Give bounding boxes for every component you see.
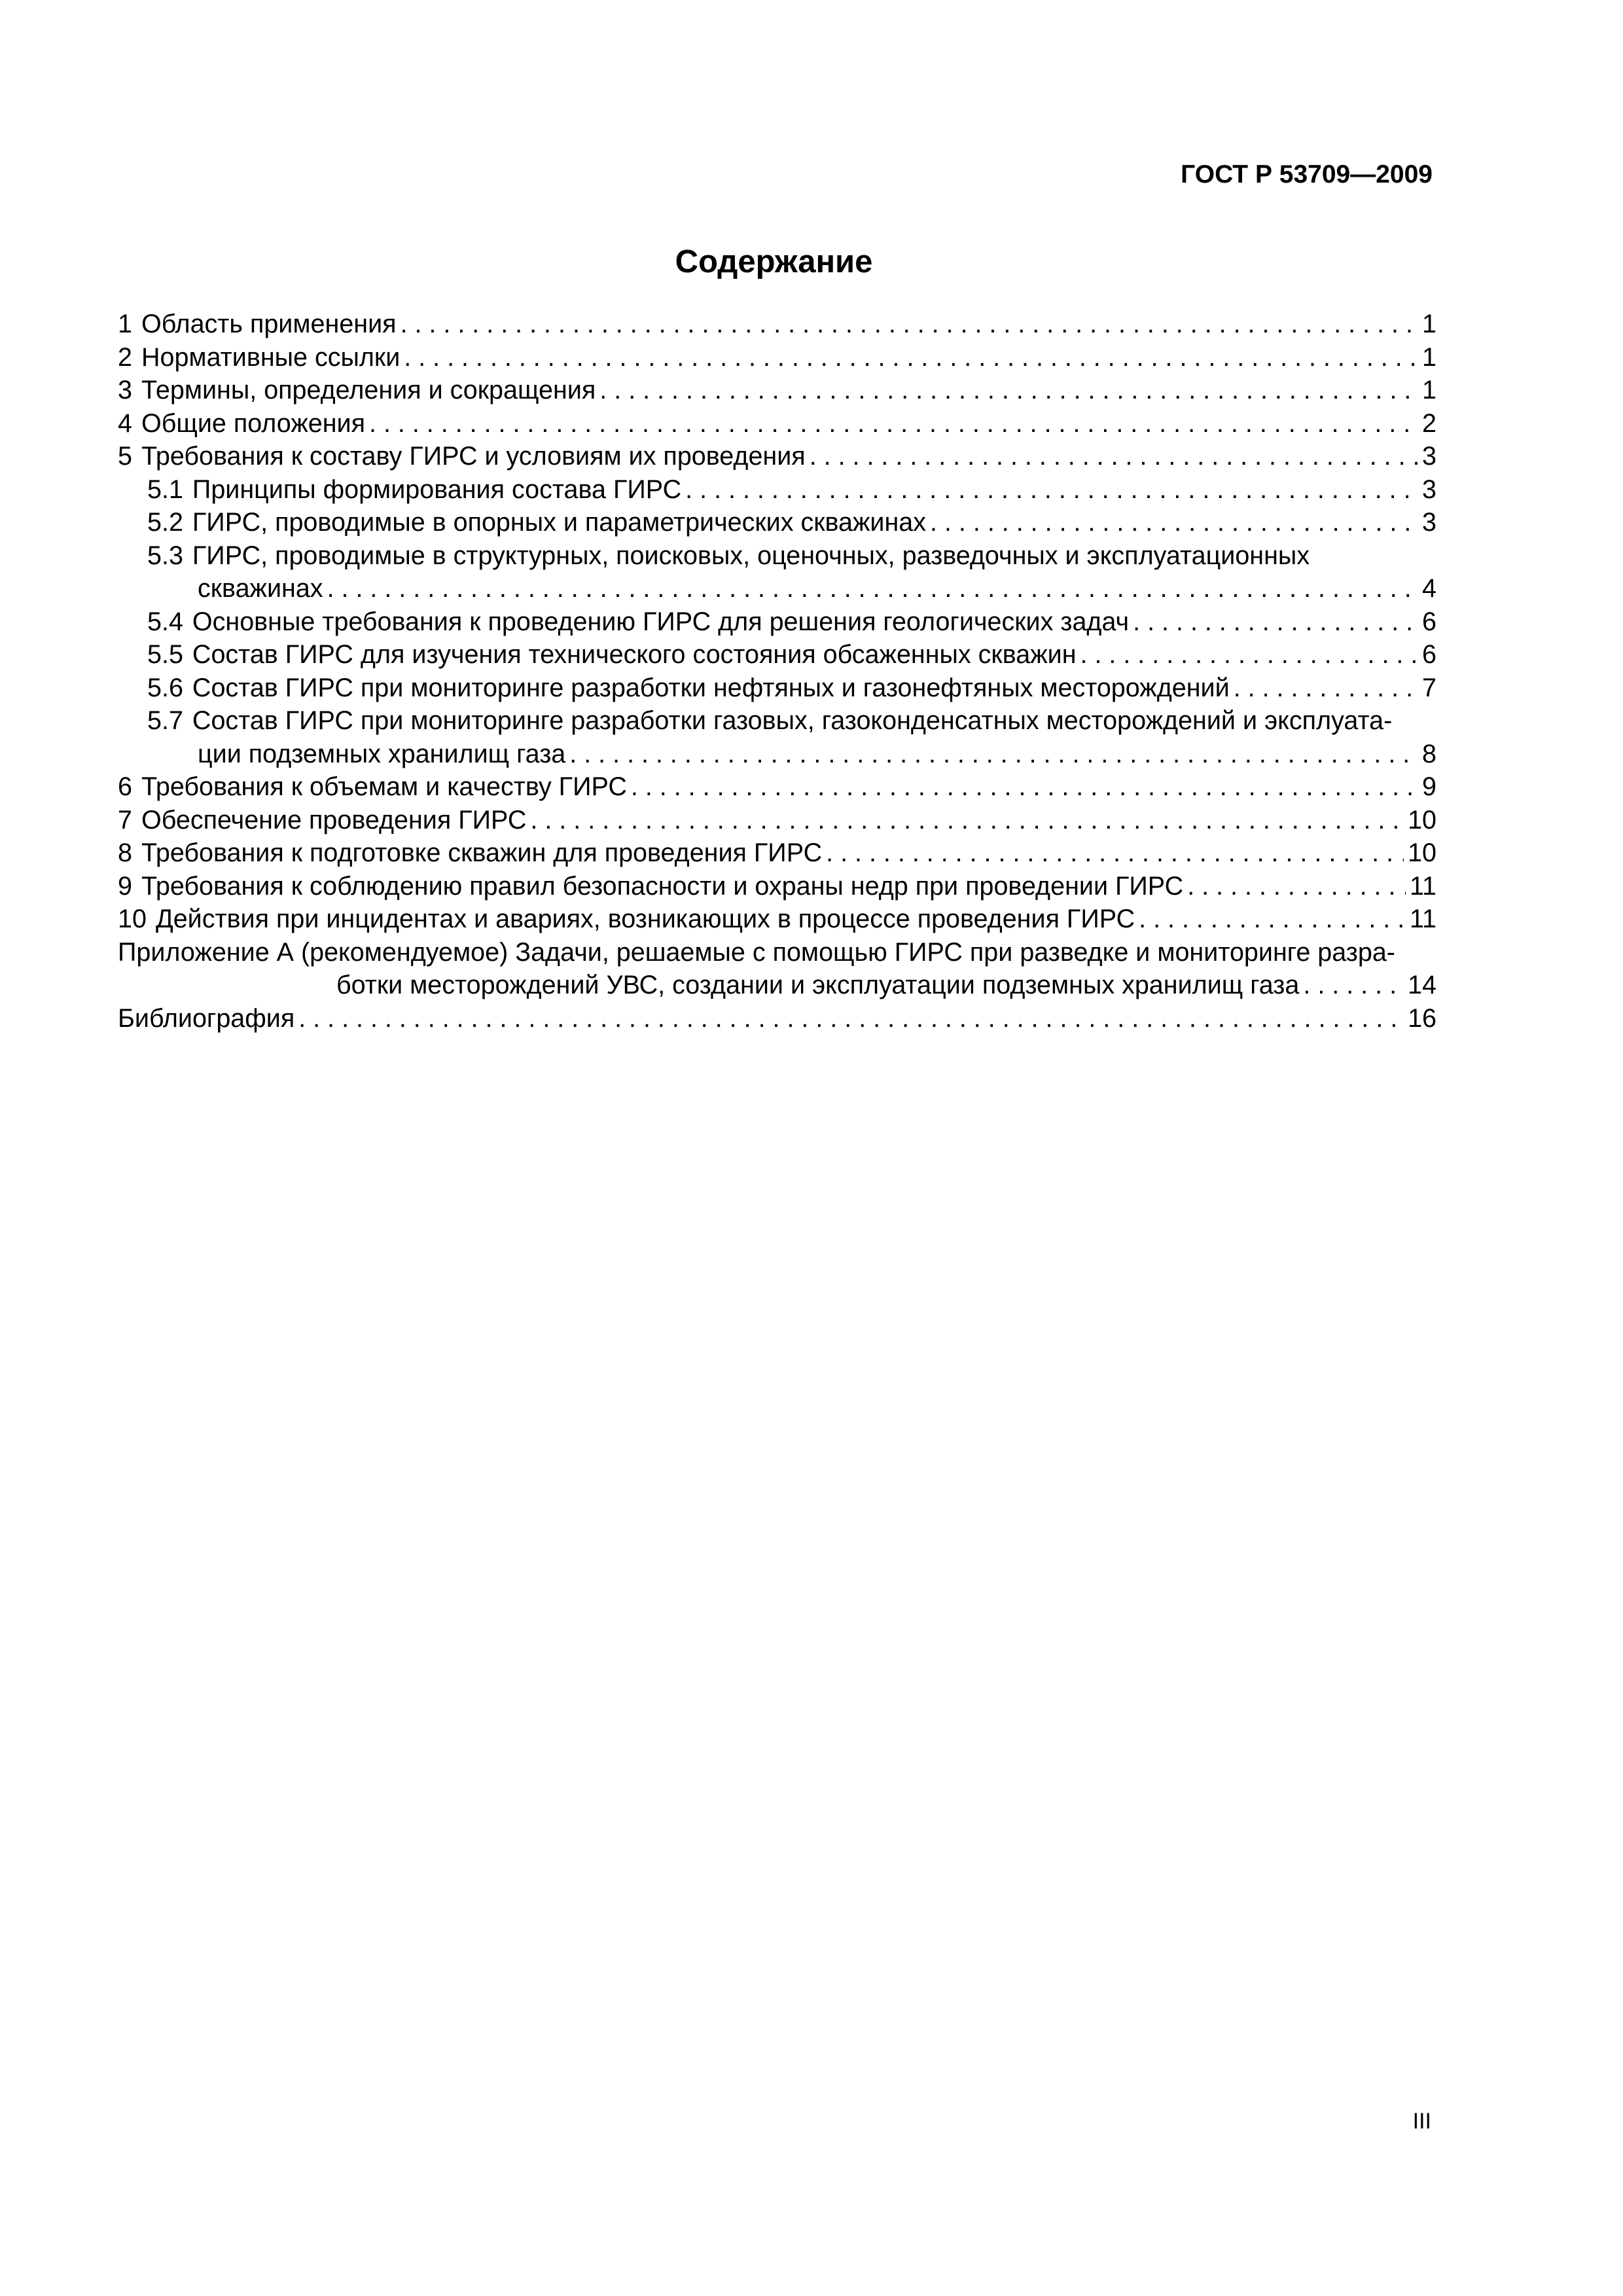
- toc-entry-page: 8: [1422, 739, 1436, 768]
- toc-entry-title: Действия при инцидентах и авариях, возникающих в процессе проведения ГИРС: [155, 905, 1135, 933]
- toc-entry-number: 5.4: [147, 607, 183, 636]
- toc-entry-title: Общие положения: [141, 408, 365, 438]
- toc-entry-page: 7: [1422, 673, 1436, 702]
- toc-title: Содержание: [675, 244, 873, 279]
- toc-entry[interactable]: [118, 409, 1436, 442]
- toc-entry-page: 10: [1408, 838, 1436, 867]
- toc-entry[interactable]: [118, 772, 1436, 806]
- toc-entry-page: 14: [1408, 971, 1436, 999]
- toc-entry-title: Обеспечение проведения ГИРС: [141, 805, 527, 834]
- toc-entry-page: 1: [1422, 342, 1436, 372]
- toc-subentry[interactable]: [118, 541, 1436, 575]
- toc-entry-title: Библиография: [118, 1003, 295, 1033]
- toc-entry-page: 1: [1422, 310, 1436, 338]
- dot-leader: [930, 508, 1418, 537]
- toc-entry[interactable]: [118, 310, 1436, 343]
- dot-leader: [1303, 971, 1404, 1000]
- dot-leader: [530, 806, 1404, 835]
- toc-entry-page: 2: [1422, 408, 1436, 438]
- toc-entry-title: Нормативные ссылки: [141, 342, 401, 372]
- toc-entry-page: 3: [1422, 475, 1436, 504]
- dot-leader: [401, 310, 1418, 339]
- toc-entry[interactable]: [118, 838, 1436, 872]
- page-number: III: [1412, 2109, 1431, 2134]
- toc-entry[interactable]: [118, 872, 1436, 905]
- dot-leader: [1187, 872, 1406, 901]
- dot-leader: [369, 409, 1418, 439]
- toc-entry-title: Требования к объемам и качеству ГИРС: [141, 772, 627, 801]
- dot-leader: [1139, 905, 1406, 934]
- table-of-contents: [118, 310, 1436, 1037]
- toc-entry-title: Принципы формирования состава ГИРС: [192, 475, 682, 504]
- toc-entry-number: 10: [118, 905, 147, 933]
- dot-leader: [810, 442, 1418, 471]
- dot-leader: [569, 740, 1418, 769]
- toc-subentry[interactable]: [118, 607, 1436, 641]
- toc-entry-page: 6: [1422, 640, 1436, 669]
- toc-entry-page: 3: [1422, 508, 1436, 537]
- toc-entry-page: 6: [1422, 607, 1436, 636]
- toc-entry-number: 5.5: [147, 640, 183, 669]
- dot-leader: [404, 343, 1418, 372]
- toc-entry-page: 10: [1408, 805, 1436, 834]
- dot-leader: [599, 376, 1418, 405]
- dot-leader: [1080, 640, 1419, 670]
- toc-entry-title: ГИРС, проводимые в опорных и параметрических скважинах: [192, 508, 927, 537]
- toc-entry[interactable]: [118, 376, 1436, 409]
- toc-entry-title-continuation: скважинах: [198, 574, 323, 603]
- toc-entry[interactable]: [118, 905, 1436, 938]
- toc-entry-page: 16: [1408, 1003, 1436, 1033]
- toc-entry-title: Состав ГИРС при мониторинге разработки нефтяных и газонефтяных месторождений: [192, 673, 1230, 702]
- toc-entry-page: 11: [1409, 871, 1436, 901]
- toc-subentry-continuation[interactable]: [118, 574, 1436, 607]
- dot-leader: [327, 574, 1418, 603]
- toc-entry-number: 7: [118, 805, 132, 834]
- dot-leader: [826, 838, 1404, 868]
- toc-entry-title: Состав ГИРС при мониторинге разработки газовых, газоконденсатных месторождений и эксплуата-: [192, 706, 1393, 735]
- toc-entry-page: 3: [1422, 442, 1436, 471]
- toc-entry-number: 9: [118, 871, 132, 901]
- toc-subentry[interactable]: [118, 475, 1436, 509]
- dot-leader: [1133, 607, 1418, 637]
- toc-subentry[interactable]: [118, 673, 1436, 707]
- toc-entry-number: 5.2: [147, 508, 183, 537]
- toc-subentry[interactable]: [118, 706, 1436, 740]
- toc-bibliography-entry[interactable]: [118, 1004, 1436, 1037]
- dot-leader: [685, 475, 1418, 505]
- toc-entry-page: 4: [1422, 574, 1436, 603]
- document-code: ГОСТ Р 53709—2009: [1181, 160, 1433, 188]
- toc-entry-title: ГИРС, проводимые в структурных, поисковых, оценочных, разведочных и эксплуатационных: [192, 541, 1310, 570]
- toc-entry-number: 8: [118, 838, 132, 867]
- toc-entry-title: Основные требования к проведению ГИРС для решения геологических задач: [192, 607, 1130, 636]
- toc-entry-page: 9: [1422, 772, 1436, 801]
- toc-entry-page: 1: [1422, 376, 1436, 404]
- toc-entry-title-continuation: ботки месторождений УВС, создании и эксплуатации подземных хранилищ газа: [336, 971, 1300, 999]
- toc-subentry-continuation[interactable]: [118, 740, 1436, 773]
- toc-appendix-entry[interactable]: [118, 938, 1436, 971]
- toc-entry-title: Требования к подготовке скважин для проведения ГИРС: [141, 838, 823, 867]
- toc-entry-number: 4: [118, 408, 132, 438]
- toc-appendix-continuation[interactable]: [118, 971, 1436, 1004]
- toc-entry[interactable]: [118, 806, 1436, 839]
- toc-entry-number: 2: [118, 342, 132, 372]
- toc-entry-title-continuation: ции подземных хранилищ газа: [198, 739, 566, 768]
- toc-entry-number: 5.6: [147, 673, 183, 702]
- toc-entry-number: 1: [118, 310, 132, 338]
- toc-entry-title: Область применения: [141, 310, 397, 338]
- toc-entry-number: 5.7: [147, 706, 183, 735]
- toc-entry-title: Требования к соблюдению правил безопасности и охраны недр при проведении ГИРС: [141, 871, 1184, 901]
- dot-leader: [298, 1004, 1404, 1033]
- toc-entry-number: 5.1: [147, 475, 183, 504]
- toc-entry-number: 5: [118, 442, 132, 471]
- dot-leader: [631, 772, 1418, 802]
- toc-entry-title: Требования к составу ГИРС и условиям их проведения: [141, 442, 806, 471]
- toc-entry-title: Приложение А (рекомендуемое) Задачи, решаемые с помощью ГИРС при разведке и мониторинге разра-: [118, 937, 1395, 967]
- toc-subentry[interactable]: [118, 640, 1436, 673]
- toc-entry-number: 5.3: [147, 541, 183, 570]
- toc-entry-title: Состав ГИРС для изучения технического состояния обсаженных скважин: [192, 640, 1077, 669]
- toc-subentry[interactable]: [118, 508, 1436, 541]
- toc-entry-title: Термины, определения и сокращения: [141, 376, 596, 404]
- dot-leader: [1234, 673, 1418, 703]
- toc-entry-page: 11: [1409, 905, 1436, 933]
- toc-entry[interactable]: [118, 343, 1436, 376]
- toc-entry-number: 6: [118, 772, 132, 801]
- toc-entry[interactable]: [118, 442, 1436, 475]
- toc-entry-number: 3: [118, 376, 132, 404]
